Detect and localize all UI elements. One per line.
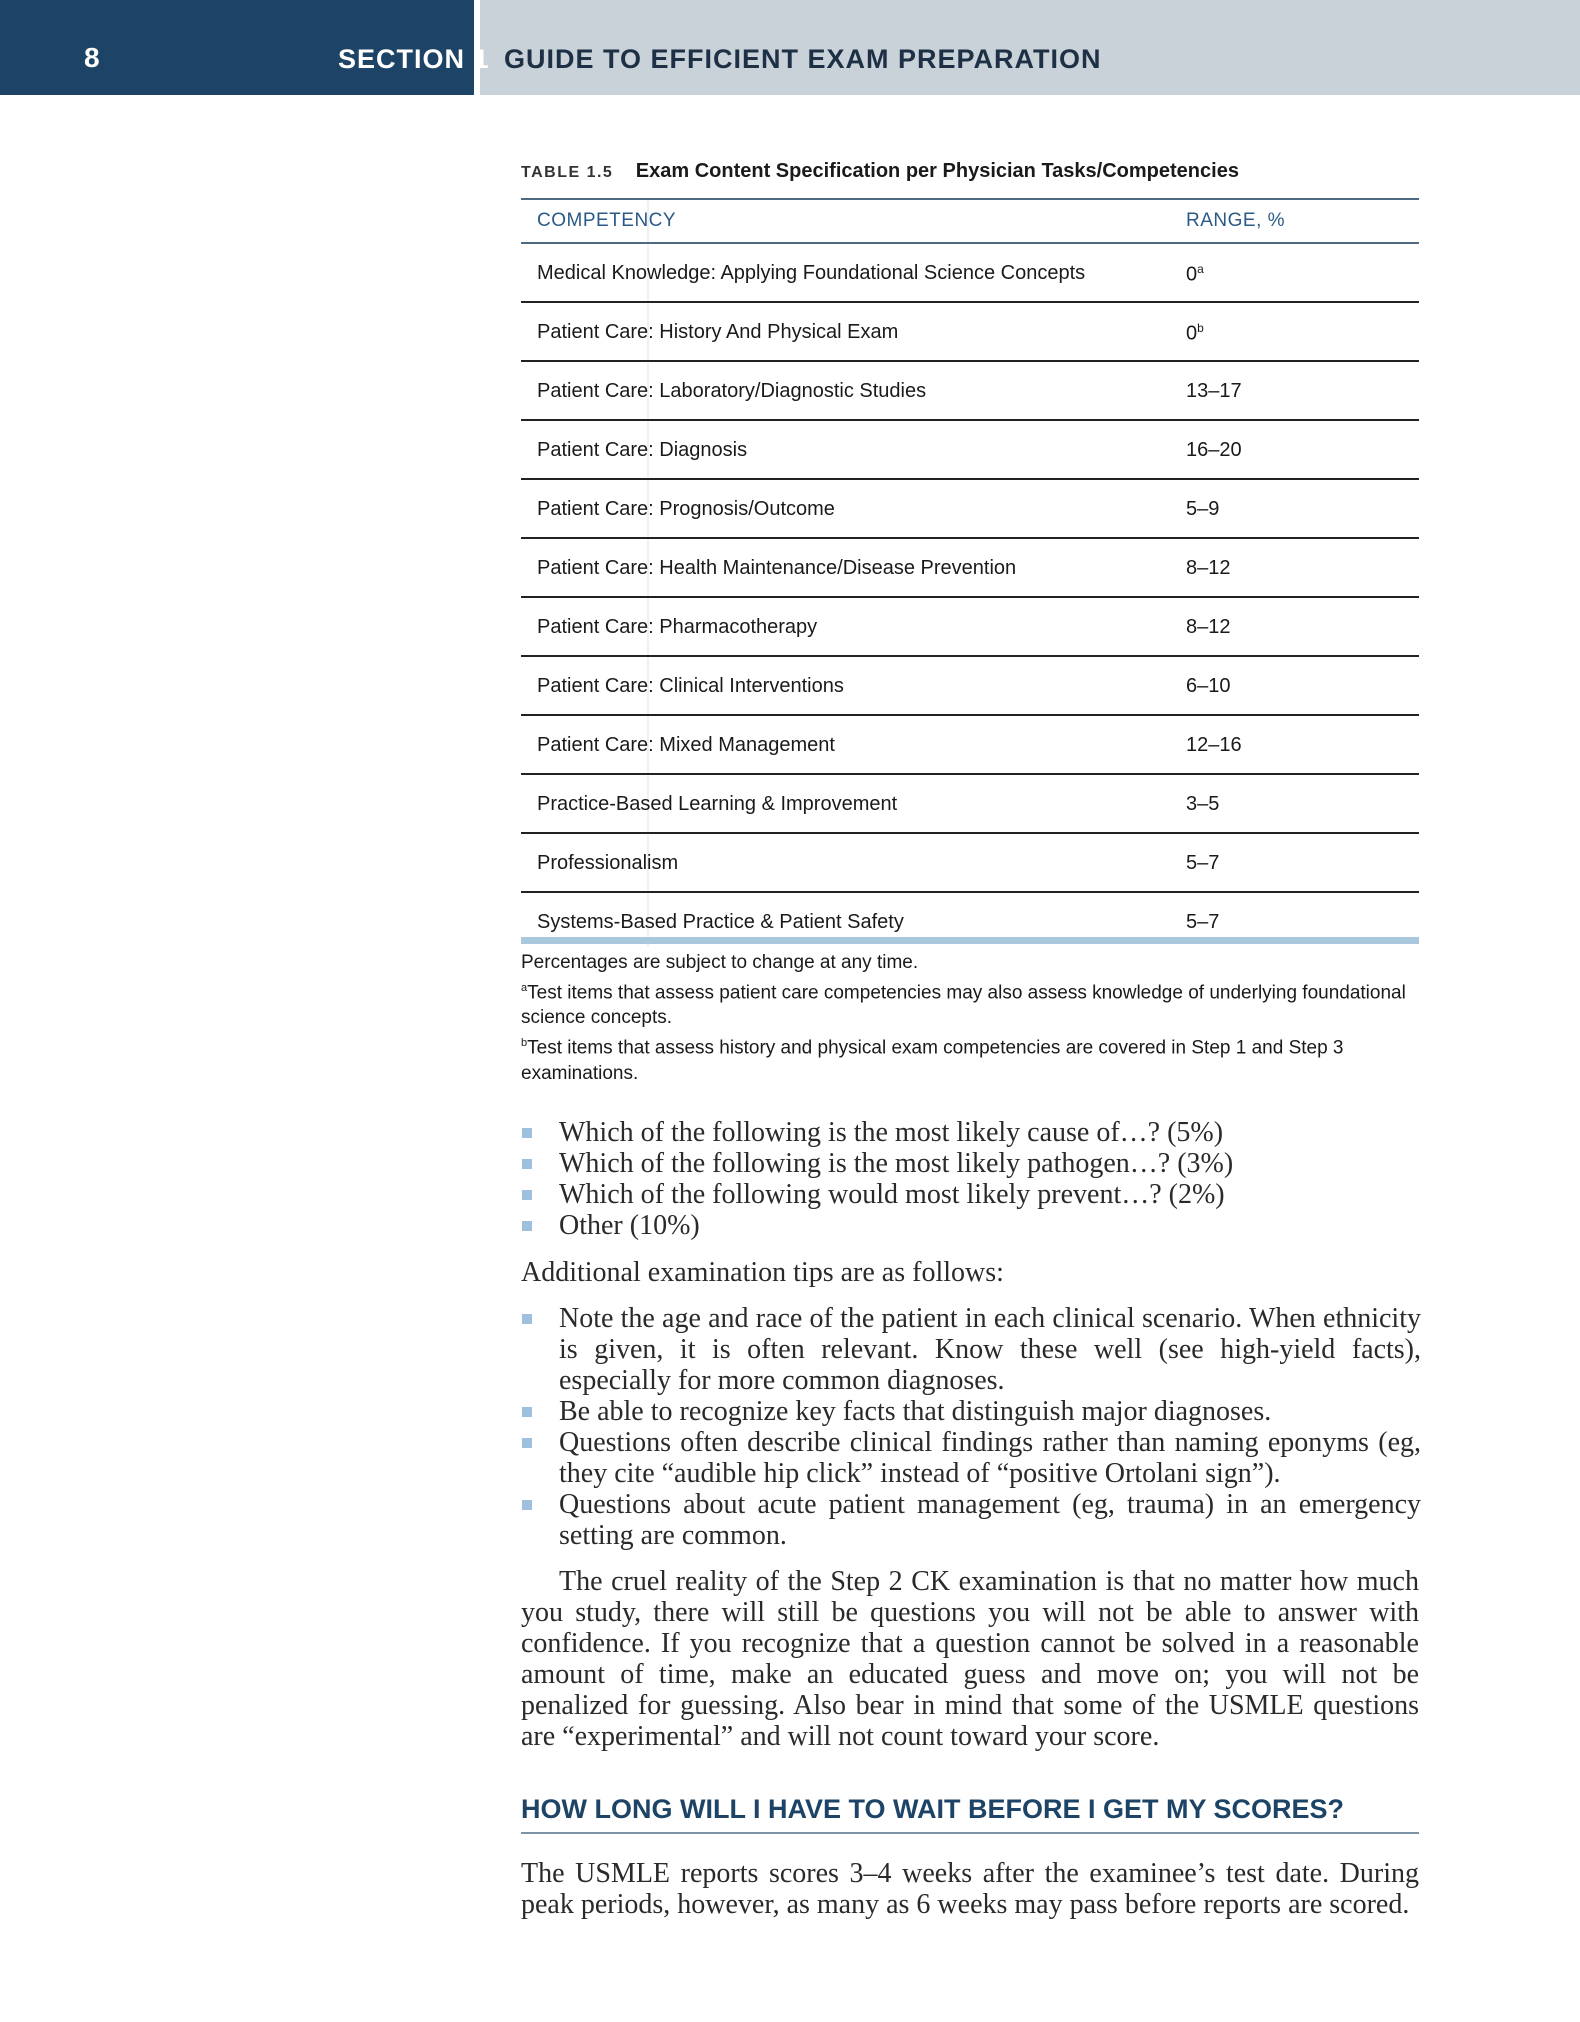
table-bottom-rule bbox=[521, 937, 1419, 944]
table-row bbox=[521, 775, 1419, 834]
bullet-square-icon bbox=[522, 1438, 532, 1448]
header-competency: COMPETENCY bbox=[537, 210, 677, 231]
table-row bbox=[521, 362, 1419, 421]
range-cell: 5–7 bbox=[1186, 852, 1220, 874]
table-row bbox=[521, 421, 1419, 480]
table-row bbox=[521, 539, 1419, 598]
header-range: RANGE, % bbox=[1186, 210, 1286, 231]
competency-cell: Patient Care: Laboratory/Diagnostic Studies bbox=[537, 380, 927, 402]
section-heading: HOW LONG WILL I HAVE TO WAIT BEFORE I GET MY SCORES? bbox=[521, 1794, 1419, 1834]
reality-paragraph: The cruel reality of the Step 2 CK examination is that no matter how much you study, there will still be questions you will not be able to answer with confidence. If you recognize that a question cannot be solved in a reasonable amount of time, make an educated guess and move on; you will not be penalized for guessing. Also bear in mind that some of the USMLE questions are “experimental” and will not count toward your score. bbox=[521, 1566, 1419, 1752]
bullet-square-icon bbox=[522, 1159, 532, 1169]
list-item: Other (10%) bbox=[521, 1210, 1421, 1241]
list-item: Questions about acute patient management (eg, trauma) in an emergency setting are common. bbox=[521, 1489, 1421, 1551]
range-cell: 13–17 bbox=[1186, 380, 1242, 402]
competency-cell: Practice-Based Learning & Improvement bbox=[537, 793, 898, 815]
competency-table bbox=[521, 198, 1419, 951]
section-label: SECTION 1 bbox=[338, 44, 490, 74]
range-cell: 16–20 bbox=[1186, 439, 1242, 461]
range-cell: 6–10 bbox=[1186, 675, 1231, 697]
list-item: Be able to recognize key facts that distinguish major diagnoses. bbox=[521, 1396, 1421, 1427]
table-header-row bbox=[521, 198, 1419, 244]
note-general: Percentages are subject to change at any time. bbox=[521, 952, 919, 973]
tips-bullet-list bbox=[521, 1303, 1421, 1551]
table-notes bbox=[521, 950, 1421, 1086]
range-cell: 0$^a$ bbox=[1186, 262, 1204, 286]
bullet-square-icon bbox=[522, 1314, 532, 1324]
tips-intro: Additional examination tips are as follows: bbox=[521, 1257, 1004, 1288]
range-cell: 8–12 bbox=[1186, 616, 1231, 638]
table-row bbox=[521, 303, 1419, 362]
table-title: Exam Content Specification per Physician Tasks/Competencies bbox=[635, 160, 1239, 182]
bullet-square-icon bbox=[522, 1190, 532, 1200]
page-header bbox=[0, 0, 1580, 95]
note-b: $^b$Test items that assess history and physical exam competencies are covered in Step 1 and Step 3 examinations. bbox=[521, 1036, 1344, 1084]
footnote-mark: a bbox=[1197, 262, 1204, 276]
competency-cell: Systems-Based Practice & Patient Safety bbox=[537, 911, 904, 933]
question-bullet-list bbox=[521, 1117, 1421, 1241]
table-caption bbox=[521, 160, 1421, 183]
list-item: Which of the following is the most likely cause of…? (5%) bbox=[521, 1117, 1421, 1148]
range-cell: 5–9 bbox=[1186, 498, 1220, 520]
page-number: 8 bbox=[84, 42, 100, 73]
bullet-square-icon bbox=[522, 1221, 532, 1231]
table-row bbox=[521, 657, 1419, 716]
bullet-square-icon bbox=[522, 1128, 532, 1138]
table-row bbox=[521, 244, 1419, 303]
table-row bbox=[521, 716, 1419, 775]
list-item: Note the age and race of the patient in each clinical scenario. When ethnicity is given, it is often relevant. Know these well (see high-yield facts), especially for more common diagnoses. bbox=[521, 1303, 1421, 1396]
footnote-mark: b bbox=[1197, 321, 1204, 335]
competency-cell: Patient Care: Pharmacotherapy bbox=[537, 616, 818, 638]
competency-cell: Patient Care: Diagnosis bbox=[537, 439, 748, 461]
competency-cell: Patient Care: Health Maintenance/Disease Prevention bbox=[537, 557, 1017, 579]
table-row bbox=[521, 834, 1419, 893]
bullet-square-icon bbox=[522, 1407, 532, 1417]
scores-paragraph: The USMLE reports scores 3–4 weeks after the examinee’s test date. During peak periods, however, as many as 6 weeks may pass before reports are scored. bbox=[521, 1858, 1419, 1920]
range-cell: 3–5 bbox=[1186, 793, 1220, 815]
bullet-square-icon bbox=[522, 1500, 532, 1510]
range-cell: 8–12 bbox=[1186, 557, 1231, 579]
table-row bbox=[521, 598, 1419, 657]
chapter-title: GUIDE TO EFFICIENT EXAM PREPARATION bbox=[504, 44, 1102, 74]
list-item: Which of the following would most likely prevent…? (2%) bbox=[521, 1179, 1421, 1210]
range-cell: 0$^b$ bbox=[1186, 321, 1204, 345]
competency-cell: Professionalism bbox=[537, 852, 679, 874]
competency-cell: Patient Care: Clinical Interventions bbox=[537, 675, 844, 697]
table-number: TABLE 1.5 bbox=[521, 164, 614, 181]
competency-cell: Patient Care: Prognosis/Outcome bbox=[537, 498, 835, 520]
table-row bbox=[521, 480, 1419, 539]
range-cell: 5–7 bbox=[1186, 911, 1220, 933]
list-item: Questions often describe clinical findings rather than naming eponyms (eg, they cite “audible hip click” instead of “positive Ortolani sign”). bbox=[521, 1427, 1421, 1489]
competency-cell: Patient Care: History And Physical Exam bbox=[537, 321, 899, 343]
range-cell: 12–16 bbox=[1186, 734, 1242, 756]
list-item: Which of the following is the most likely pathogen…? (3%) bbox=[521, 1148, 1421, 1179]
competency-cell: Patient Care: Mixed Management bbox=[537, 734, 835, 756]
note-a: $^a$Test items that assess patient care competencies may also assess knowledge of underlying foundational science concepts. bbox=[521, 981, 1406, 1029]
competency-cell: Medical Knowledge: Applying Foundational Science Concepts bbox=[537, 262, 1086, 284]
